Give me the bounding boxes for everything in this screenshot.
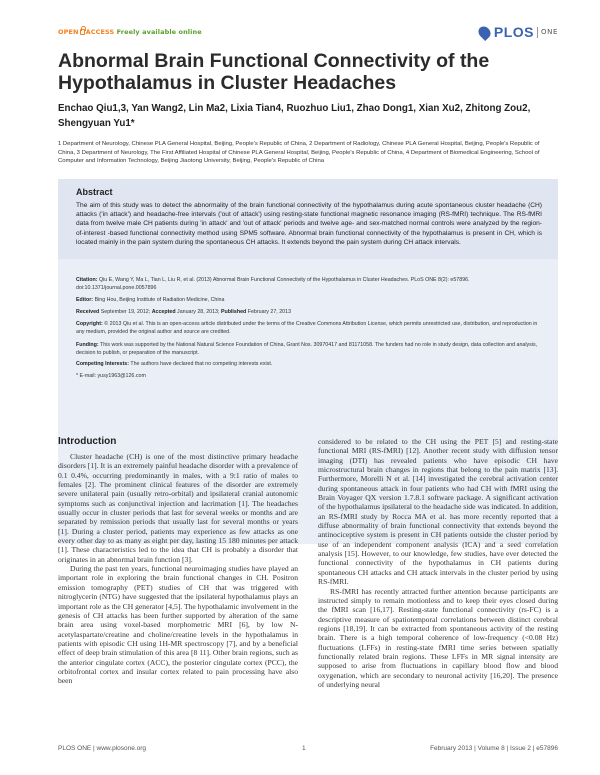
copyright-line: Copyright: © 2013 Qiu et al. This is an open-access article distributed under the terms of the Creative Commons Attribution License, which permits unrestricted use, distribution, and reproduction in any medium, provided the original author and source are credited. [76,321,538,335]
one-wordmark: ONE [541,28,558,36]
email-line: * E-mail: yusy1963@126.com [76,373,146,379]
freely-available-label: Freely available online [116,28,202,36]
introduction-heading: Introduction [58,436,117,447]
right-column [318,437,558,689]
plos-drop-icon [476,24,493,41]
dates-line: Received September 19, 2012; Accepted January 28, 2013; Published February 27, 2013 [76,309,292,315]
intro-paragraph-2: During the past ten years, functional neuroimaging studies have played an important role in exploring the brain functional changes in CH. Positron emission tomography (PET) studies of CH that was triggered with nitroglycerin (NTG) have suggested that the ipsilateral hypothalamus plays an important role as the CH generator [4,5]. The hypothalamic involvement in the genesis of CH attacks has been further supported by alteration of the same brain area using voxel-based morphometric MRI [6], by low N-acetylaspartate/creatine and choline/creatine levels in the hypothalamus in patients with episodic CH using 1H-MR spectroscopy [7], and by a beneficial effect of deep brain stimulation of this area [8 11]. Other brain regions, such as the anterior cingulate cortex (ACC), the posterior cingulate cortex (PCC), the orbitofrontal cortex and insular cortex related to pain processing have also been [58,564,298,686]
author-list: Enchao Qiu1,3, Yan Wang2, Lin Ma2, Lixia Tian4, Ruozhuo Liu1, Zhao Dong1, Xian Xu2, Zhitong Zou2, Shengyuan Yu1* [58,103,531,129]
open-lock-icon [80,29,85,35]
affiliations: 1 Department of Neurology, Chinese PLA General Hospital, Beijing, People's Republic of China, 2 Department of Radiology, Chinese PLA General Hospital, Beijing, People's Republic of China, 3 Department of Neurology, The First Affiliated Hospital of Chinese PLA General Hospital, Beijing, People's Republic of China, 4 Department of Biomedical Engineering, School of Computer and Information Technology, Beijing Jiaotong University, Beijing, People's Republic of China [58,141,540,165]
editor-line: Editor: Bing Hou, Beijing Institute of Radiation Medicine, China [76,297,225,303]
citation-line: Citation: Qiu E, Wang Y, Ma L, Tian L, Liu R, et al. (2013) Abnormal Brain Functional Connectivity of the Hypothalamus in Cluster Headaches. PLoS ONE 8(2): e57896. doi:10.1371/journal.pone.0057896 [76,277,470,291]
footer-journal: PLOS ONE | www.plosone.org [58,745,147,752]
page-number: 1 [302,745,306,752]
abstract-heading: Abstract [76,187,113,197]
plos-wordmark: PLOS [493,24,535,40]
abstract-text: The aim of this study was to detect the abnormality of the brain functional connectivity of the hypothalamus during acute spontaneous cluster headache (CH) attacks ('in attack') and headache-free intervals ('out of attack') using resting-state functional magnetic resonance imaging (RS-fMRI) technique. The RS-fMRI data from twelve male CH patients during 'in attack' and 'out of attack' periods and twelve age- and sex-matched normal controls were analyzed by the region-of-interest -based functional connectivity method using SPM5 software. Abnormal brain functional connectivity of the hypothalamus is present in CH, which is located mainly in the pain system during the spontaneous CH attacks. It extends beyond the pain system during CH attack intervals. [76,202,542,246]
intro-paragraph-3: considered to be related to the CH using the PET [5] and resting-state functional MRI (RS-fMRI) [12]. Another recent study with diffusion tensor imaging (DTI) has revealed patients who have episodic CH have microstructural brain changes in regions that belong to the pain matrix [13]. Furthermore, Morelli N et al. [14] investigated the cerebral activation center during spontaneous attack in four patients who had CH with fMRI using the Brain Voyager QX version 1.7.8.1 software package. A significant activation of the hypothalamus ipsilateral to the headache side was indicated. In addition, an RS-fMRI study by Rocca MA et al. has more recently reported that a diffuse abnormality of brain functional connectivity that extends beyond the antinociceptive system is present in CH patients outside the cluster period by use of an independent component analysis (ICA) and a seed correlation analysis [15]. However, to our knowledge, few studies, have ever detected the functional connectivity of the hypothalamus in CH patients during spontaneous CH attacks and CH attack intervals in the cluster period by using RS-fMRI. [318,437,558,587]
journal-header [58,24,558,42]
footer-issue: February 2013 | Volume 8 | Issue 2 | e57896 [430,745,558,752]
competing-interests-line: Competing Interests: The authors have declared that no competing interests exist. [76,361,273,367]
funding-line: Funding: This work was supported by the National Natural Science Foundation of China, Grant Nos. 30970417 and 81171058. The funders had no role in study design, data collection and analysis, decision to publish, or preparation of the manuscript. [76,342,538,356]
plos-one-logo [479,24,558,40]
logo-divider [537,27,538,38]
article-title: Abnormal Brain Functional Connectivity of the Hypothalamus in Cluster Headaches [58,50,490,94]
open-access-badge: OPEN ACCESS Freely available online [58,28,202,36]
intro-paragraph-1: Cluster headache (CH) is one of the most distinctive primary headache disorders [1]. It is an extremely painful headache disorder with a prevalence of 0.1 0.4%, occurring predominantly in males, with a 9:1 ratio of males to females [2]. The prominent clinical features of the disorder are extremely severe unilateral pain (usually retro-orbital) and ipsilateral cranial autonomic symptoms such as conjunctival injection and lacrimation [1]. The headaches usually occur in cluster periods that last for several weeks or months and are separated by remission periods that usually last for several months or years [1]. During a cluster period, patients may experience as few attacks as one every other day to as many as eight per day, lasting 15 180 minutes per attack [1]. These characteristics led to the idea that CH is probably a disorder that originates in an abnormal brain function [3]. [58,452,298,564]
intro-paragraph-4: RS-fMRI has recently attracted further attention because participants are instructed simply to remain motionless and to keep their eyes closed during the fMRI scan [16,17]. Resting-state functional connectivity (rs-FC) is a descriptive measure of spatiotemporal correlations between distinct cerebral regions [18,19]. It can be extracted from spontaneous activity of the resting brain. There is a high temporal coherence of low-frequency (<0.08 Hz) fluctuations (LFFs) in resting-state fMRI time series between spatially functionally related brain regions. These LFFs in MR signal intensity are supposed to arise from fluctuations in capillary blood flow and blood oxygenation, which are secondary to neuronal activity [16,20]. The presence of underlying neural [318,586,558,689]
left-column [58,452,298,686]
